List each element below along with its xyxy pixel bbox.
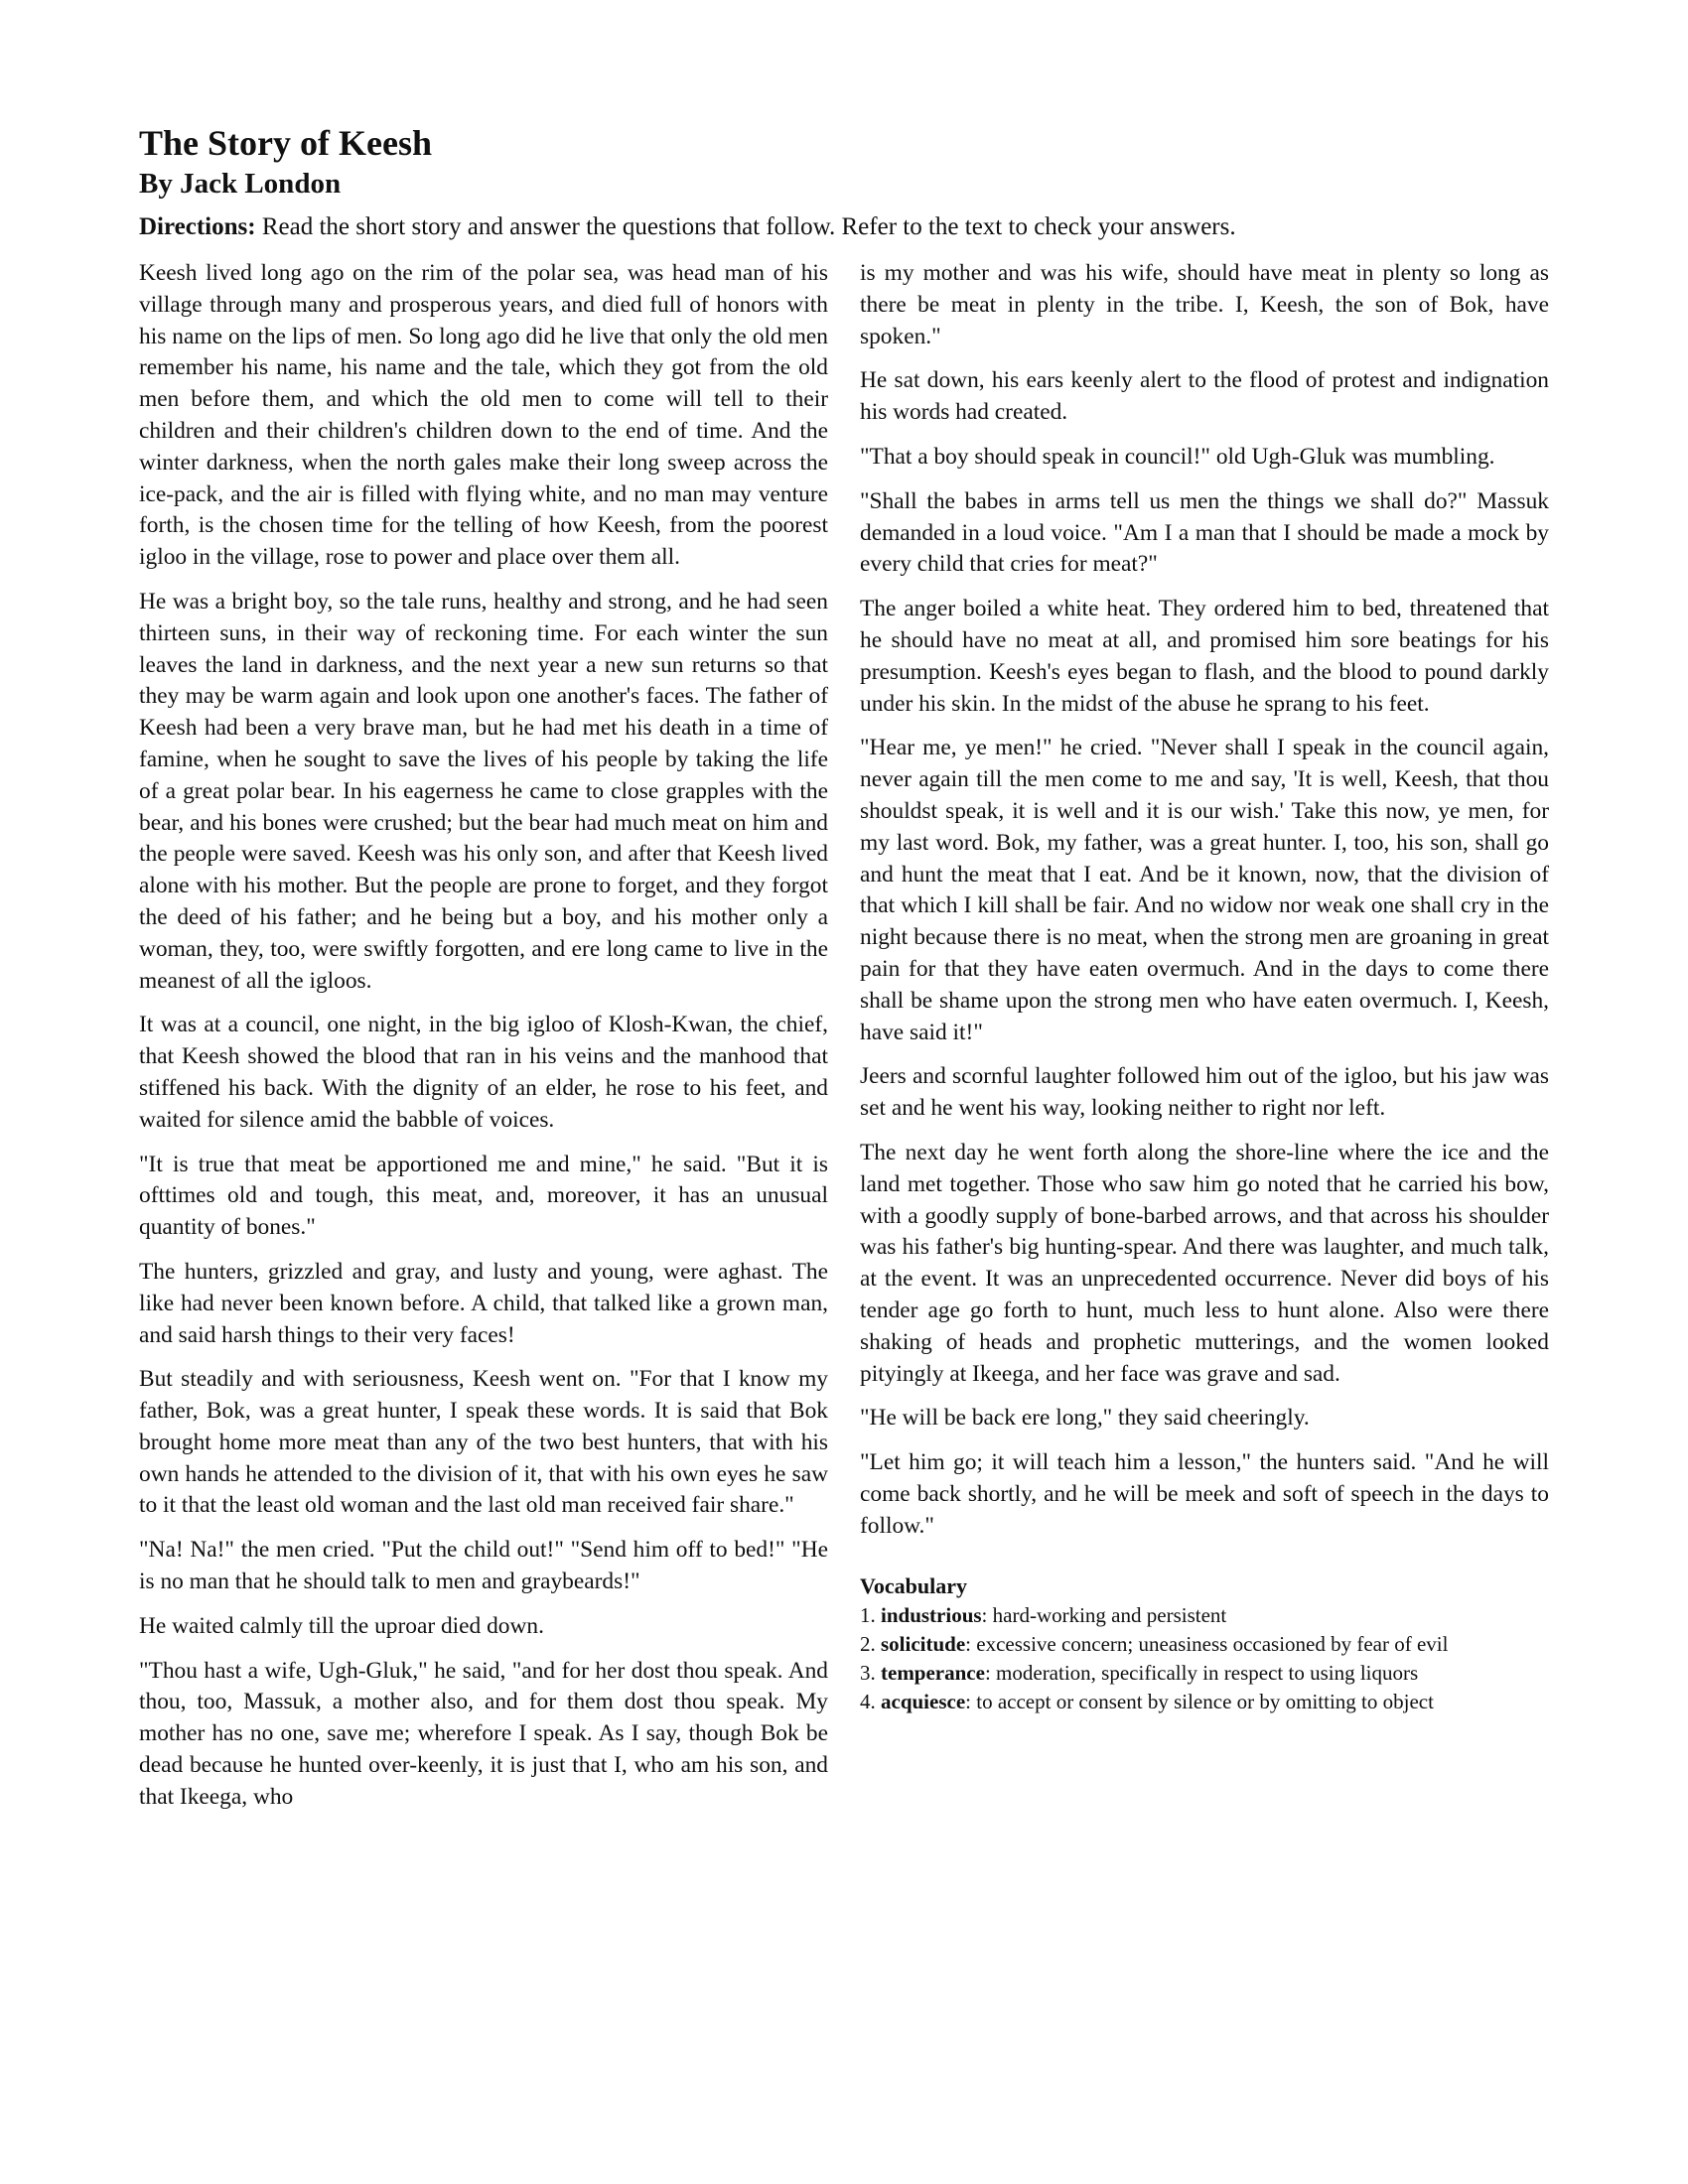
vocabulary-title: Vocabulary [860, 1573, 967, 1599]
right-column [860, 258, 1549, 1827]
paragraph: He sat down, his ears keenly alert to the flood of protest and indignation his words had created. [860, 367, 1549, 426]
paragraph: is my mother and was his wife, should have meat in plenty so long as there be meat in plenty in the tribe. I, Keesh, the son of Bok, have spoken." [860, 260, 1549, 349]
paragraph: "Shall the babes in arms tell us men the things we shall do?" Massuk demanded in a loud voice. "Am I a man that I should be made a mock by every child that cries for meat?" [860, 487, 1549, 578]
paragraph: He waited calmly till the uproar died down. [139, 1612, 544, 1639]
story-columns [139, 258, 1549, 1827]
vocabulary-section [860, 1571, 1549, 1716]
vocabulary-item [860, 1659, 1549, 1688]
vocabulary-definition: : to accept or consent by silence or by omitting to object [965, 1690, 1434, 1714]
story-author: By Jack London [139, 168, 342, 200]
vocabulary-item [860, 1601, 1549, 1630]
vocabulary-term: solicitude [881, 1632, 966, 1657]
paragraph: "Na! Na!" the men cried. "Put the child out!" "Send him off to bed!" "He is no man that he should talk to men and graybeards!" [139, 1537, 828, 1595]
paragraph: It was at a council, one night, in the big igloo of Klosh-Kwan, the chief, that Keesh showed the blood that ran in his veins and the manhood that stiffened his back. With the dignity of an elder, he rose to his feet, and waited for silence amid the babble of voices. [139, 1012, 828, 1133]
vocabulary-item [860, 1630, 1549, 1659]
vocabulary-number: 1. [860, 1603, 876, 1628]
directions-label: Directions: [139, 213, 256, 240]
vocabulary-term: industrious [881, 1603, 982, 1628]
left-column [139, 258, 828, 1827]
paragraph: The hunters, grizzled and gray, and lusty and young, were aghast. The like had never been known before. A child, that talked like a grown man, and said harsh things to their very faces! [139, 1258, 828, 1348]
paragraph: "Let him go; it will teach him a lesson," the hunters said. "And he will come back shortly, and he will be meek and soft of speech in the days to follow." [860, 1449, 1549, 1539]
paragraph: "That a boy should speak in council!" old Ugh-Gluk was mumbling. [860, 443, 1495, 470]
document-page [139, 121, 1549, 1827]
paragraph: But steadily and with seriousness, Keesh went on. "For that I know my father, Bok, was a great hunter, I speak these words. It is said that Bok brought home more meat than any of the two best hunters, that with his own hands he attended to the division of it, that with his own eyes he saw to it that the least old woman and the last old man received fair share." [139, 1366, 828, 1519]
paragraph: He was a bright boy, so the tale runs, healthy and strong, and he had seen thirteen suns, in their way of reckoning time. For each winter the sun leaves the land in darkness, and the next year a new sun returns so that they may be warm again and look upon one another's faces. The father of Keesh had been a very brave man, but he had met his death in a time of famine, when he sought to save the lives of his people by taking the life of a great polar bear. In his eagerness he came to close grapples with the bear, and his bones were crushed; but the bear had much meat on him and the people were saved. Keesh was his only son, and after that Keesh lived alone with his mother. But the people are prone to forget, and they forgot the deed of his father; and he being but a boy, and his mother only a woman, they, too, were swiftly forgotten, and ere long came to live in the meanest of all the igloos. [139, 588, 828, 994]
directions-text: Read the short story and answer the questions that follow. Refer to the text to check your answers. [261, 213, 1236, 240]
vocabulary-item [860, 1688, 1549, 1716]
directions [139, 210, 1549, 244]
vocabulary-number: 4. [860, 1690, 876, 1714]
vocabulary-term: temperance [881, 1661, 985, 1686]
paragraph: "Hear me, ye men!" he cried. "Never shall I speak in the council again, never again till the men come to me and say, 'It is well, Keesh, that thou shouldst speak, it is well and it is our wish.' Take this now, ye men, for my last word. Bok, my father, was a great hunter. I, too, his son, shall go and hunt the meat that I eat. And be it known, now, that the division of that which I kill shall be fair. And no widow nor weak one shall cry in the night because there is no meat, when the strong men are groaning in great pain for that they have eaten overmuch. And in the days to come there shall be shame upon the strong men who have eaten overmuch. I, Keesh, have said it!" [860, 735, 1549, 1045]
vocabulary-definition: : hard-working and persistent [981, 1603, 1227, 1628]
paragraph: "He will be back ere long," they said cheeringly. [860, 1405, 1310, 1432]
vocabulary-definition: : excessive concern; uneasiness occasioned by fear of evil [965, 1632, 1449, 1657]
story-title: The Story of Keesh [139, 123, 432, 163]
paragraph: The anger boiled a white heat. They ordered him to bed, threatened that he should have no meat at all, and promised him sore beatings for his presumption. Keesh's eyes began to flash, and the blood to pound darkly under his skin. In the midst of the abuse he sprang to his feet. [860, 596, 1549, 717]
paragraph: The next day he went forth along the shore-line where the ice and the land met together. Those who saw him go noted that he carried his bow, with a goodly supply of bone-barbed arrows, and that across his shoulder was his father's big hunting-spear. And there was laughter, and much talk, at the event. It was an unprecedented occurrence. Never did boys of his tender age go forth to hunt, much less to hunt alone. Also were there shaking of heads and prophetic mutterings, and the women looked pityingly at Ikeega, and her face was grave and sad. [860, 1139, 1549, 1387]
paragraph: Jeers and scornful laughter followed him out of the igloo, but his jaw was set and he went his way, looking neither to right nor left. [860, 1063, 1549, 1122]
paragraph: "It is true that meat be apportioned me and mine," he said. "But it is ofttimes old and tough, this meat, and, moreover, it has an unusual quantity of bones." [139, 1151, 828, 1241]
paragraph: Keesh lived long ago on the rim of the polar sea, was head man of his village through many and prosperous years, and died full of honors with his name on the lips of men. So long ago did he live that only the old men remember his name, his name and the tale, which they got from the old men before them, and which the old men to come will tell to their children and their children's children down to the end of time. And the winter darkness, when the north gales make their long sweep across the ice-pack, and the air is filled with flying white, and no man may venture forth, is the chosen time for the telling of how Keesh, from the poorest igloo in the village, rose to power and place over them all. [139, 260, 828, 571]
vocabulary-number: 2. [860, 1632, 876, 1657]
paragraph: "Thou hast a wife, Ugh-Gluk," he said, "and for her dost thou speak. And thou, too, Massuk, a mother also, and for them dost thou speak. My mother has no one, save me; wherefore I speak. As I say, though Bok be dead because he hunted over-keenly, it is just that I, who am his son, and that Ikeega, who [139, 1657, 828, 1810]
vocabulary-term: acquiesce [881, 1690, 966, 1714]
vocabulary-definition: : moderation, specifically in respect to using liquors [984, 1661, 1419, 1686]
vocabulary-number: 3. [860, 1661, 876, 1686]
